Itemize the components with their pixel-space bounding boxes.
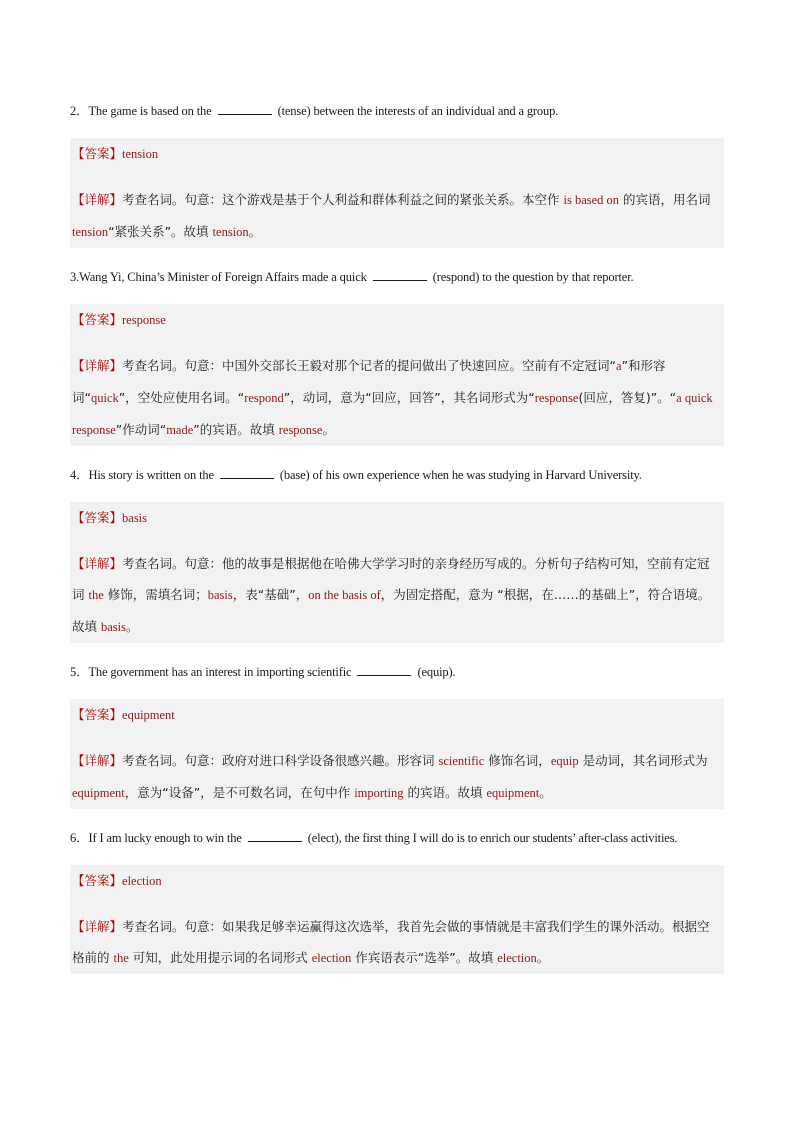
explanation-text: ”，动词，意为“回应，回答”，其名词形式为“ (283, 390, 535, 405)
question-text (70, 460, 724, 491)
question-hint: (tense) between the interests of an individual and a group. (277, 104, 559, 118)
answer-value: equipment (122, 708, 175, 722)
explanation-term: tension (72, 225, 109, 239)
explanation-text: ”的宾语。故填 (193, 422, 279, 437)
answer-line (72, 304, 722, 336)
explanation-text: ”作动词“ (115, 422, 167, 437)
question-stem: 2．The game is based on the (70, 104, 212, 118)
explanation (72, 548, 722, 643)
explanation-text: 。 (539, 785, 552, 800)
explanation-text: 。 (248, 224, 262, 239)
question-text (70, 823, 724, 854)
explanation-term: basis (100, 620, 126, 634)
explanation-text: 。 (125, 619, 139, 634)
explanation-term: equip (550, 754, 579, 768)
question-text (70, 262, 724, 293)
explanation-term: the (88, 588, 104, 602)
explanation-text: 的宾语，用名词 (619, 192, 711, 207)
explanation-term: on the basis of (308, 588, 381, 602)
explanation-text: ”，空处应使用名词。“ (118, 390, 245, 405)
explanation-term: quick (90, 391, 119, 405)
answer-tag: 【答案】 (72, 146, 123, 161)
explanation-text: 考查名词。句意：政府对进口科学设备很感兴趣。形容词 (122, 753, 439, 768)
answer-blank (373, 268, 427, 281)
answer-line (72, 699, 722, 731)
question-stem: 4．His story is written on the (70, 468, 214, 482)
explanation-term: response (534, 391, 579, 405)
explanation-text: 作宾语表示“选举”。故填 (351, 950, 498, 965)
question-stem: 3.Wang Yi, China’s Minister of Foreign Affairs made a quick (70, 270, 367, 284)
worksheet-page (70, 96, 724, 988)
explanation-text: 修饰名词， (484, 753, 551, 768)
answer-box (70, 502, 724, 643)
explanation-term: respond (244, 391, 284, 405)
answer-line (72, 138, 722, 170)
answer-box (70, 304, 724, 446)
answer-value: election (122, 874, 162, 888)
explanation-text: “紧张关系”。故填 (108, 224, 213, 239)
explanation-term: a (616, 359, 622, 373)
explanation-text: ，意为“设备”，是不可数名词，在句中作 (124, 785, 355, 800)
explanation-text: 修饰，需填名词； (103, 587, 208, 602)
question-hint: (equip). (417, 665, 456, 679)
answer-box (70, 138, 724, 248)
explanation-text: (回应，答复)”。“ (578, 390, 677, 405)
explanation-term: equipment (486, 786, 540, 800)
explanation-term: election (497, 951, 537, 965)
answer-blank (218, 102, 272, 115)
answer-blank (248, 829, 302, 842)
explanation-text: ，表“基础”， (232, 587, 309, 602)
explanation (72, 350, 722, 446)
explanation-tag: 【详解】 (72, 919, 123, 934)
explanation-text: 可知，此处用提示词的名词形式 (128, 950, 312, 965)
explanation-text: 的宾语。故填 (403, 785, 487, 800)
answer-tag: 【答案】 (72, 873, 123, 888)
question-hint: (base) of his own experience when he was studying in Harvard University. (279, 468, 642, 482)
answer-value: tension (122, 147, 159, 161)
explanation-term: tension (212, 225, 249, 239)
answer-value: basis (122, 511, 148, 525)
explanation-text: 。 (322, 422, 335, 437)
question-hint: (respond) to the question by that reporter. (432, 270, 634, 284)
answer-tag: 【答案】 (72, 510, 123, 525)
answer-value: response (122, 313, 166, 327)
explanation-text: ”和形容词“ (72, 358, 666, 405)
explanation-text: 考查名词。句意：这个游戏是基于个人利益和群体利益之间的紧张关系。本空作 (122, 192, 564, 207)
answer-line (72, 502, 722, 534)
explanation-term: basis (207, 588, 233, 602)
explanation-tag: 【详解】 (72, 753, 123, 768)
explanation-text: 考查名词。句意：他的故事是根据他在哈佛大学学习时的亲身经历写成的。分析句子结构可知，空前有定冠词 (72, 556, 710, 602)
answer-line (72, 865, 722, 897)
explanation-term: importing (354, 786, 404, 800)
explanation-term: election (311, 951, 352, 965)
explanation-term: a quick response (72, 391, 713, 437)
explanation-term: made (166, 423, 194, 437)
explanation (72, 184, 722, 248)
explanation-tag: 【详解】 (72, 358, 123, 373)
explanation (72, 911, 722, 974)
explanation-text: 是动词，其名词形式为 (578, 753, 708, 768)
answer-box (70, 865, 724, 974)
explanation-text: 考查名词。句意：如果我足够幸运赢得这次选举，我首先会做的事情就是丰富我们学生的课外活动。根据空格前的 (72, 919, 710, 965)
answer-blank (357, 663, 411, 676)
explanation-term: equipment (72, 786, 125, 800)
explanation-term: scientific (438, 754, 485, 768)
explanation-term: response (278, 423, 323, 437)
question-stem: 5．The government has an interest in importing scientific (70, 665, 352, 679)
explanation-tag: 【详解】 (72, 192, 123, 207)
answer-box (70, 699, 724, 809)
explanation (72, 745, 722, 809)
explanation-term: is based on (563, 193, 620, 207)
explanation-term: the (113, 951, 129, 965)
question-stem: 6．If I am lucky enough to win the (70, 831, 242, 845)
explanation-text: ，为固定搭配，意为 “根据，在……的基础上”，符合语境。故填 (72, 587, 711, 634)
explanation-text: 。 (536, 950, 550, 965)
question-hint: (elect), the first thing I will do is to enrich our students’ after-class activities. (307, 831, 678, 845)
answer-blank (220, 466, 274, 479)
question-text (70, 657, 724, 688)
answer-tag: 【答案】 (72, 707, 123, 722)
explanation-tag: 【详解】 (72, 556, 123, 571)
explanation-text: 考查名词。句意：中国外交部长王毅对那个记者的提问做出了快速回应。空前有不定冠词“ (122, 358, 616, 373)
answer-tag: 【答案】 (72, 312, 123, 327)
question-text (70, 96, 724, 127)
